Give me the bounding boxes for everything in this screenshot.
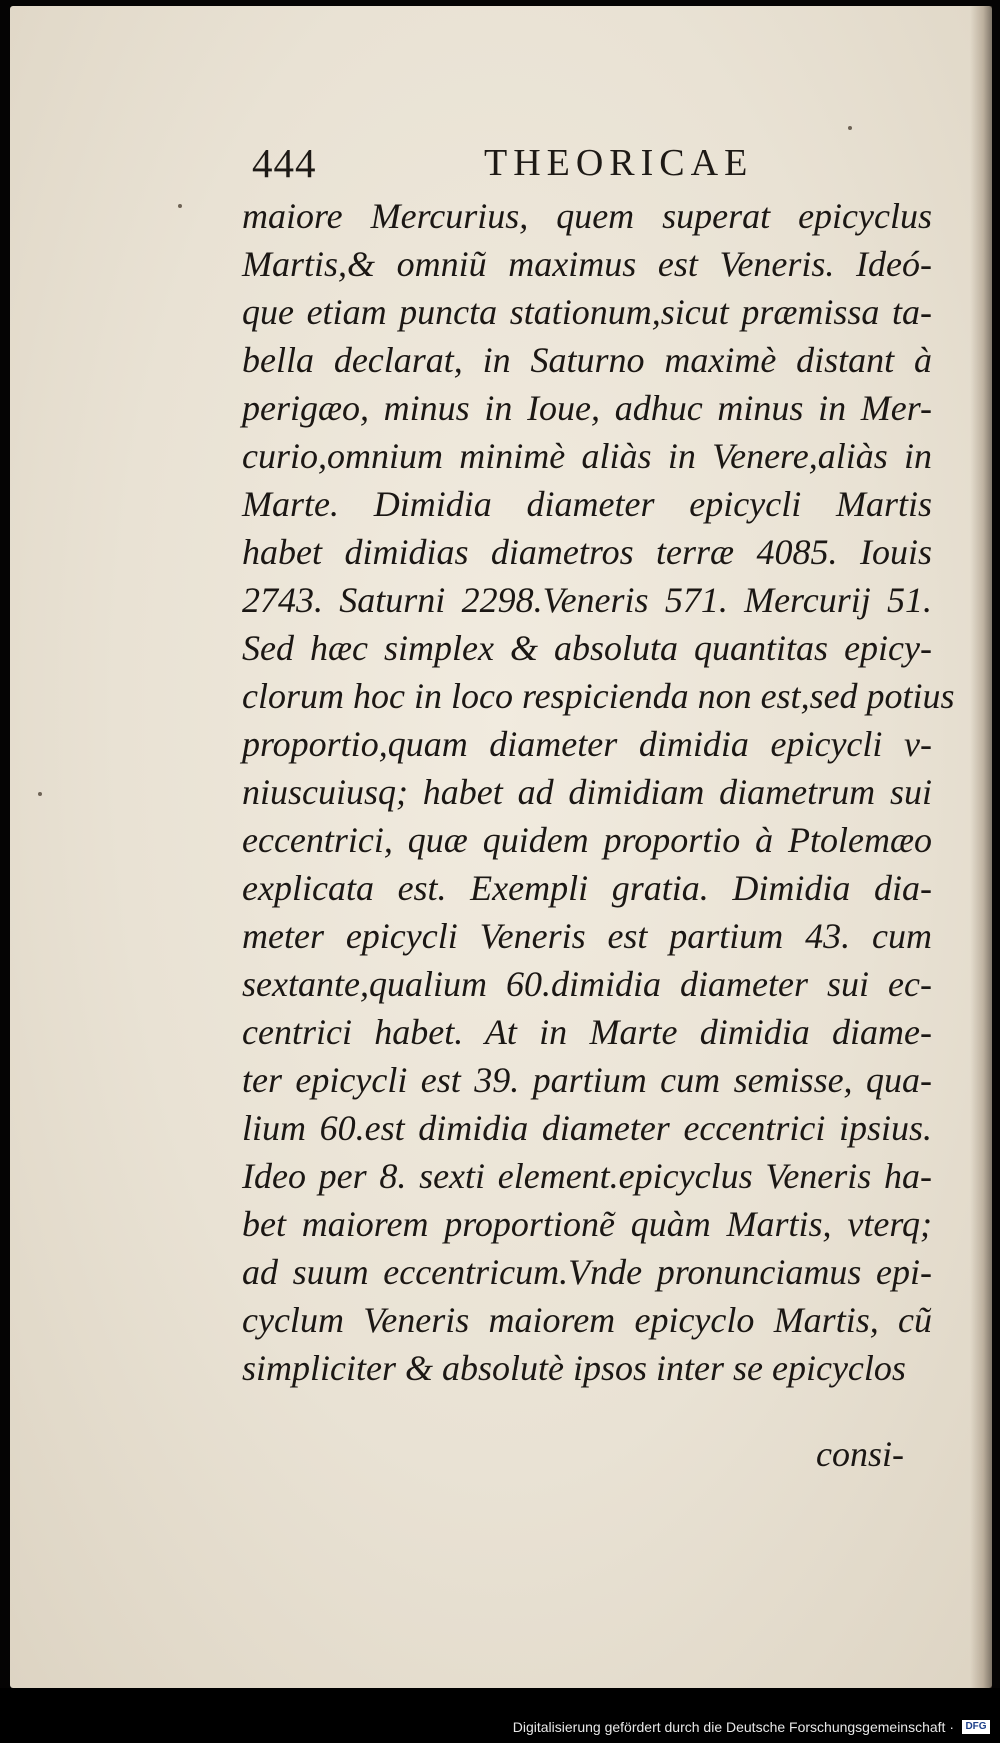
text-line: habet dimidias diametros terræ 4085. Iouis	[242, 532, 932, 572]
page-header	[252, 138, 812, 188]
text-line: explicata est. Exempli gratia. Dimidia dia-	[242, 868, 932, 908]
ink-speck	[848, 126, 852, 130]
text-line: perigæo, minus in Ioue, adhuc minus in Mer-	[242, 388, 932, 428]
text-line: curio,omnium minimè aliàs in Venere,aliàs in	[242, 436, 932, 476]
text-line: eccentrici, quæ quidem proportio à Ptolemæo	[242, 820, 932, 860]
body-text	[242, 192, 955, 1392]
text-line: meter epicycli Veneris est partium 43. cum	[242, 916, 932, 956]
text-line: Martis,& omniũ maximus est Veneris. Ideó-	[242, 244, 932, 284]
text-line: 2743. Saturni 2298.Veneris 571. Mercurij 51.	[242, 580, 932, 620]
text-line: sextante,qualium 60.dimidia diameter sui ec-	[242, 964, 932, 1004]
text-line: Sed hæc simplex & absoluta quantitas epicy-	[242, 628, 932, 668]
funding-credit: Digitalisierung gefördert durch die Deutsche Forschungsgemeinschaft ·	[512, 1719, 954, 1735]
text-line: Ideo per 8. sexti element.epicyclus Veneris ha-	[242, 1156, 932, 1196]
text-line: niuscuiusq; habet ad dimidiam diametrum sui	[242, 772, 932, 812]
dfg-logo-icon: DFG	[962, 1720, 990, 1734]
text-line: lium 60.est dimidia diameter eccentrici ipsius.	[242, 1108, 932, 1148]
book-page	[10, 6, 992, 1688]
text-line: cyclum Veneris maiorem epicyclo Martis, cũ	[242, 1300, 932, 1340]
text-line: simpliciter & absolutè ipsos inter se epicyclos	[242, 1348, 906, 1388]
text-line: maiore Mercurius, quem superat epicyclus	[242, 196, 932, 236]
text-line: bella declarat, in Saturno maximè distant à	[242, 340, 932, 380]
text-line: clorum hoc in loco respicienda non est,sed potius	[242, 676, 955, 716]
text-line: Marte. Dimidia diameter epicycli Martis	[242, 484, 932, 524]
text-line: proportio,quam diameter dimidia epicycli v-	[242, 724, 932, 764]
running-head: THEORICAE	[484, 142, 754, 184]
ink-speck	[38, 792, 42, 796]
text-line: bet maiorem proportionẽ quàm Martis, vterq;	[242, 1204, 932, 1244]
page-number: 444	[252, 140, 317, 186]
ink-speck	[178, 204, 182, 208]
text-line: que etiam puncta stationum,sicut præmissa ta-	[242, 292, 932, 332]
text-line: ter epicycli est 39. partium cum semisse, qua-	[242, 1060, 932, 1100]
page-fold-shadow	[970, 6, 992, 1688]
text-line: centrici habet. At in Marte dimidia diame-	[242, 1012, 932, 1052]
text-line: ad suum eccentricum.Vnde pronunciamus epi-	[242, 1252, 932, 1292]
footer-bar	[0, 1688, 1000, 1743]
catchword: consi-	[816, 1434, 904, 1474]
